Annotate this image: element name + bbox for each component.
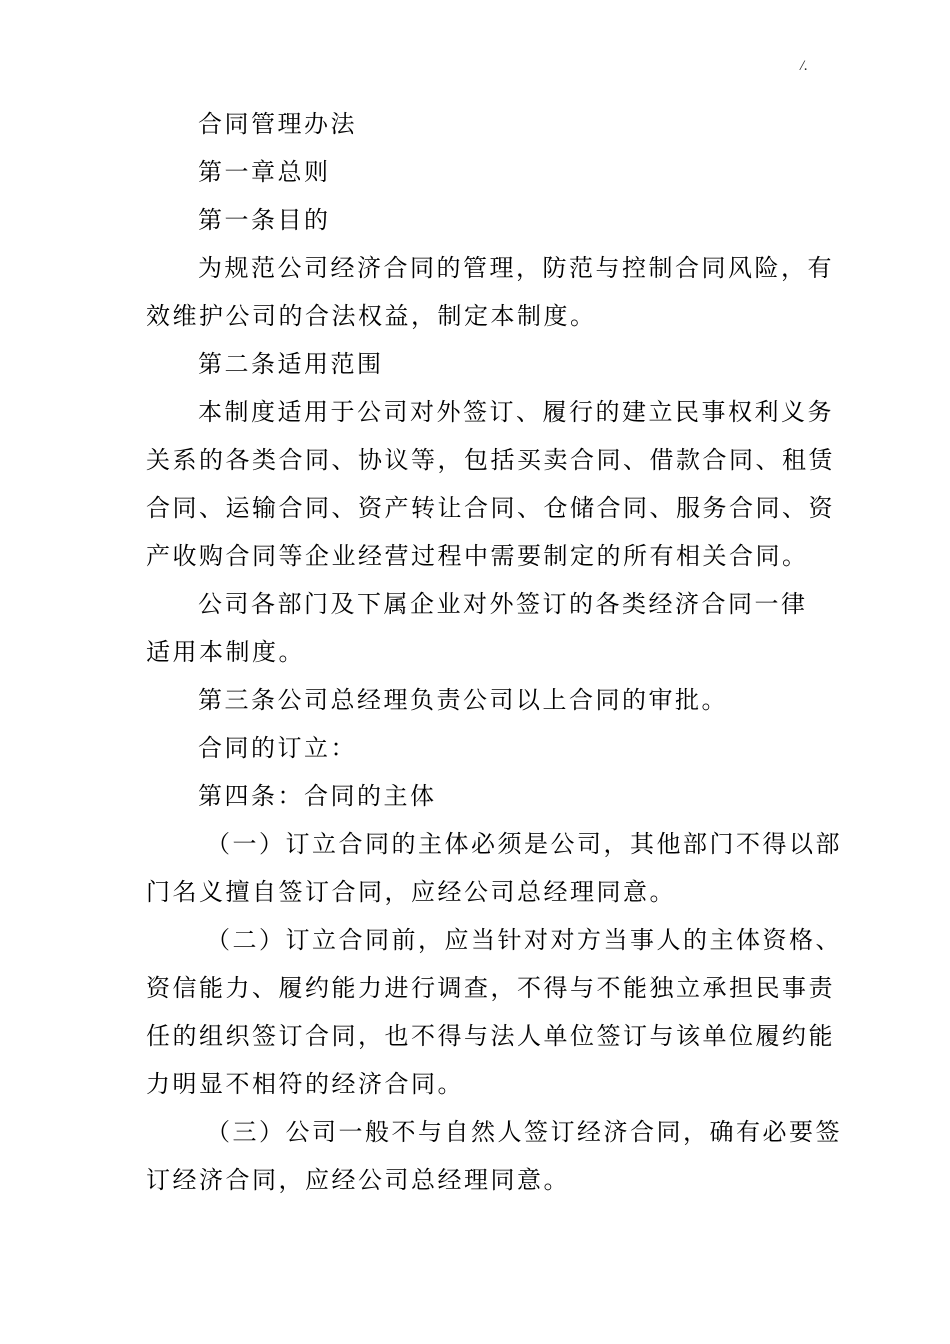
paragraph-line: 为规范公司经济合同的管理，防范与控制合同风险，有 <box>198 254 834 282</box>
paragraph-line: 适用本制度。 <box>146 638 305 666</box>
article-heading: 第一条目的 <box>198 206 331 234</box>
paragraph-line: 公司各部门及下属企业对外签订的各类经济合同一律 <box>198 590 808 618</box>
paragraph-line: 门名义擅自签订合同，应经公司总经理同意。 <box>146 878 676 906</box>
paragraph-line: 任的组织签订合同，也不得与法人单位签订与该单位履约能 <box>146 1022 835 1050</box>
paragraph-line: 本制度适用于公司对外签订、履行的建立民事权利义务 <box>198 398 834 426</box>
paragraph-line: 产收购合同等企业经营过程中需要制定的所有相关合同。 <box>146 542 809 570</box>
page-header-mark: /. <box>800 58 808 74</box>
article-heading: 第二条适用范围 <box>198 350 384 378</box>
list-item-line: （一）订立合同的主体必须是公司，其他部门不得以部 <box>206 830 842 858</box>
paragraph-line: 效维护公司的合法权益，制定本制度。 <box>146 302 597 330</box>
paragraph-line: 合同、运输合同、资产转让合同、仓储合同、服务合同、资 <box>146 494 835 522</box>
list-item-line: （二）订立合同前，应当针对对方当事人的主体资格、 <box>206 926 842 954</box>
section-heading: 合同的订立： <box>198 734 357 762</box>
document-title: 合同管理办法 <box>198 110 357 138</box>
paragraph-line: 关系的各类合同、协议等，包括买卖合同、借款合同、租赁 <box>146 446 835 474</box>
chapter-heading: 第一章总则 <box>198 158 331 186</box>
paragraph-line: 力明显不相符的经济合同。 <box>146 1070 464 1098</box>
article-heading: 第四条：合同的主体 <box>198 782 437 810</box>
document-body <box>146 100 842 1204</box>
list-item-line: （三）公司一般不与自然人签订经济合同，确有必要签 <box>206 1118 842 1146</box>
paragraph-line: 订经济合同，应经公司总经理同意。 <box>146 1166 570 1194</box>
article-heading: 第三条公司总经理负责公司以上合同的审批。 <box>198 686 728 714</box>
paragraph-line: 资信能力、履约能力进行调查，不得与不能独立承担民事责 <box>146 974 835 1002</box>
